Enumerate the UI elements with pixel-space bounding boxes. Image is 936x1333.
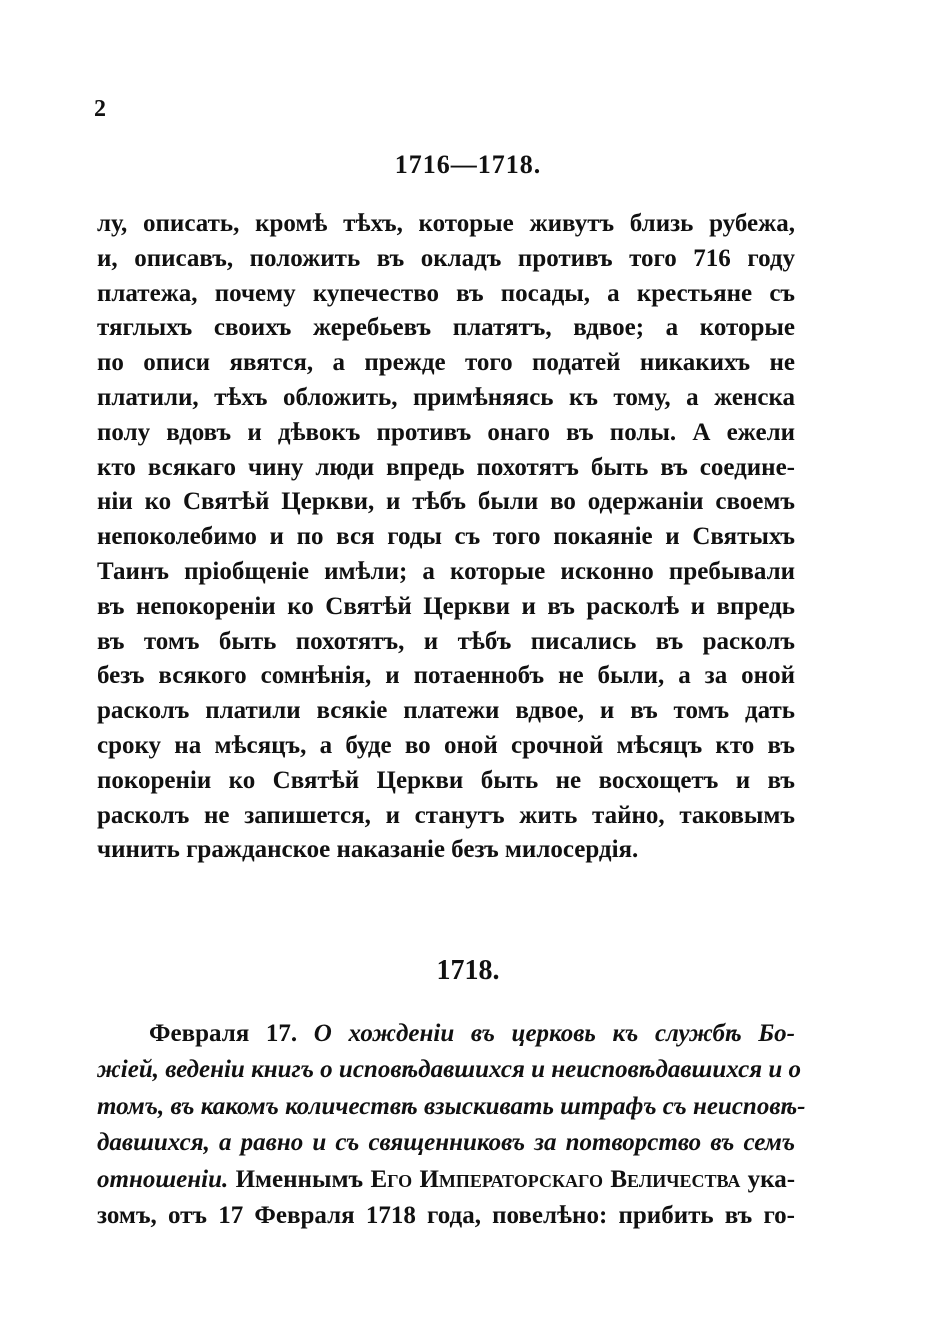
decree-line bbox=[97, 1016, 795, 1052]
text-line: и, описавъ, положить въ окладъ противъ того 716 году bbox=[97, 244, 795, 272]
decree-line bbox=[97, 1125, 795, 1161]
decree-title: жiей, веденiи книгъ о исповѣдавшихся и неисповѣдавшихся и о bbox=[97, 1056, 802, 1084]
decree-line: зомъ, отъ 17 Февраля 1718 года, повелѣно: прибить въ го- bbox=[97, 1202, 795, 1230]
text-line: чинить гражданское наказанiе безъ милосердiя. bbox=[97, 836, 639, 864]
text-line: расколъ не запишется, и станутъ жить тайно, таковымъ bbox=[97, 801, 795, 829]
text-line: безъ всякого сомнѣнiя, и потаеннобъ не были, а за оной bbox=[97, 662, 795, 690]
text-line: непоколебимо и по вся годы съ того покаянiе и Святыхъ bbox=[97, 523, 795, 551]
text-line: сроку на мѣсяцъ, а буде во оной срочной мѣсяцъ кто въ bbox=[97, 731, 795, 759]
decree-line bbox=[97, 1052, 802, 1088]
text-line: платили, тѣхъ обложить, примѣняясь къ тому, а женска bbox=[97, 383, 795, 411]
text-line: лу, описать, кромѣ тѣхъ, которые живутъ близь рубежа, bbox=[97, 210, 795, 237]
decree-title: О хожденiи въ церковь къ службѣ Бо- bbox=[313, 1020, 795, 1047]
decree-text: ука- bbox=[747, 1165, 796, 1193]
decree-paragraph bbox=[97, 1016, 806, 1234]
running-head: 1716—1718. bbox=[394, 150, 542, 179]
decree-title: томъ, въ какомъ количествѣ взыскивать штрафъ съ неисповѣ- bbox=[97, 1092, 806, 1120]
decree-title: давшихся, а равно и съ священниковъ за потворство въ семъ bbox=[97, 1129, 795, 1157]
decree-line bbox=[97, 1089, 806, 1125]
text-line: тяглыхъ своихъ жеребьевъ платятъ, вдвое; а которые bbox=[97, 314, 795, 342]
decree-date: Февраля 17. bbox=[149, 1020, 298, 1047]
text-line: полу вдовъ и дѣвокъ противъ онаго въ полы. А ежели bbox=[97, 418, 795, 446]
text-line: нiи ко Святѣй Церкви, и тѣбъ были во одержанiи своемъ bbox=[97, 488, 795, 516]
decree-sovereign: Его Императорскаго Величества bbox=[370, 1165, 741, 1193]
continuation-paragraph bbox=[97, 207, 795, 868]
decree-line bbox=[97, 1162, 795, 1198]
decree-text: Именнымъ bbox=[235, 1165, 364, 1193]
section-heading: 1718. bbox=[436, 955, 500, 986]
text-line: по описи явятся, а прежде того податей никакихъ не bbox=[97, 349, 795, 377]
text-line: въ томъ быть похотятъ, и тѣбъ писались въ расколъ bbox=[97, 627, 795, 655]
text-line: кто всякаго чину люди впредь похотятъ быть въ соедине- bbox=[97, 453, 795, 481]
text-line: Таинъ прiобщенiе имѣли; а которые исконно пребывали bbox=[97, 557, 795, 585]
text-line: въ непокоренiи ко Святѣй Церкви и въ расколѣ и впредь bbox=[97, 592, 795, 620]
text-line: покоренiи ко Святѣй Церкви быть не восхощетъ и въ bbox=[97, 766, 795, 794]
text-line: платежа, почему купечество въ посады, а крестьяне съ bbox=[97, 279, 795, 307]
text-line: расколъ платили всякiе платежи вдвое, и въ томъ дать bbox=[97, 697, 795, 725]
decree-title: отношенiи. bbox=[97, 1165, 229, 1193]
page-number: 2 bbox=[94, 96, 106, 122]
